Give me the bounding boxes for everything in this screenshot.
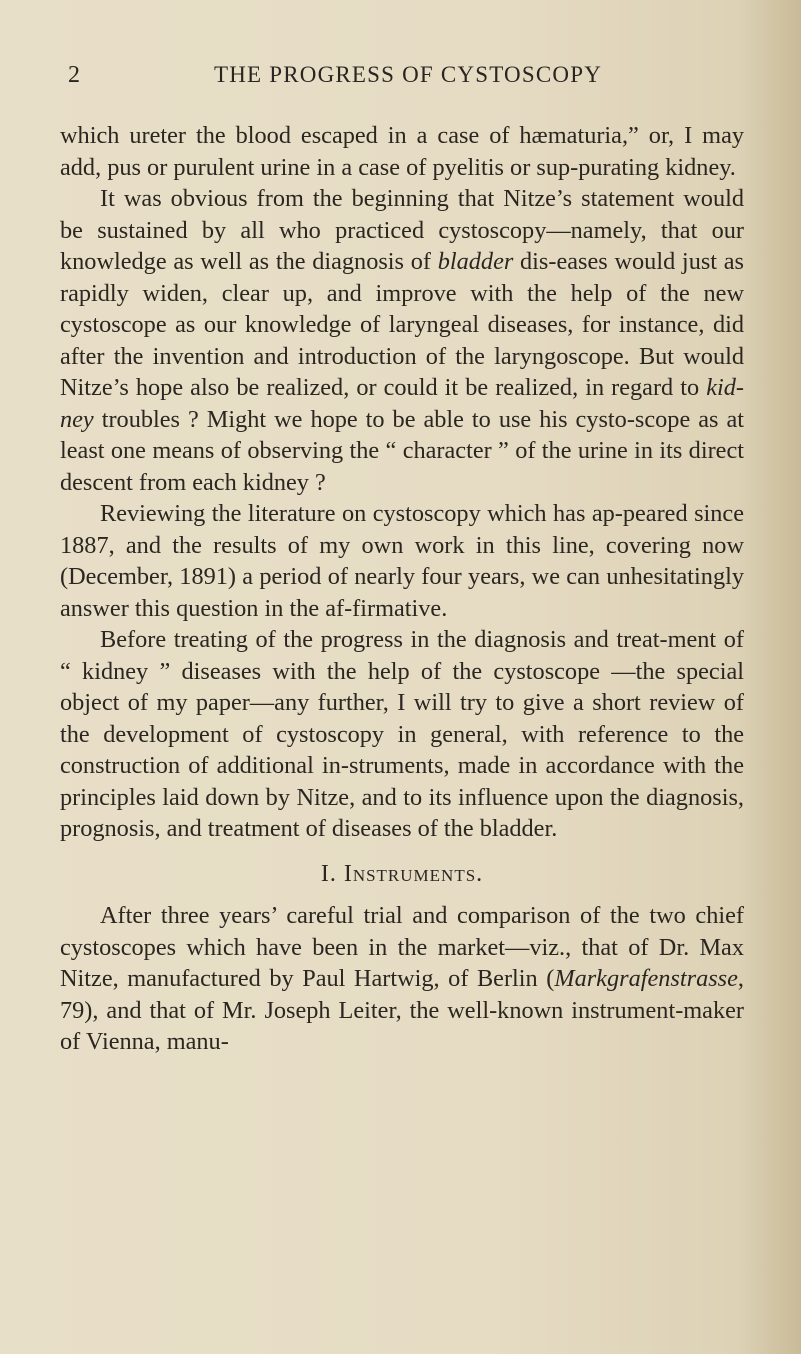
page-number: 2 — [68, 62, 80, 88]
running-title: THE PROGRESS OF CYSTOSCOPY — [213, 62, 602, 87]
text-run: dis-eases would just as rapidly widen, clear up, and improve with the help of the new cystoscope as our knowledge of laryngeal diseases, for instance, did after the invention and introduction of the laryngoscope. But would Nitze’s hope also be realized, or could it be realized, in regard to — [60, 248, 745, 401]
text-run: troubles ? Might we hope to be able to use his cysto-scope as at least one means of observing the “ character ” of the urine in its direct descent from each kidney ? — [60, 405, 744, 496]
section-heading: I. Instruments. — [320, 860, 484, 887]
paragraph-literature-review: Reviewing the literature on cystoscopy which has ap-peared since 1887, and the results of my own work in this line, covering now (December, 1891) a period of nearly four years, we can unhesitatingly answer this question in the af-firmative. — [60, 500, 744, 622]
text-run: , 79), and that of Mr. Joseph Leiter, the well-known instrument-maker of Vienna, manu- — [60, 965, 744, 1055]
paragraph-continued: which ureter the blood escaped in a case of hæmaturia,” or, I may add, pus or purulent urine in a case of pyelitis or sup-purating kidney. — [60, 122, 744, 181]
paragraph-instruments — [60, 900, 744, 1058]
italic-bladder: bladder — [437, 248, 514, 275]
text-run: After three years’ careful trial and comparison of the two chief cystoscopes which have been in the market—viz., that of Dr. Max Nitze, manufactured by Paul Hartwig, of Berlin ( — [60, 902, 744, 992]
italic-kidney: kid-ney — [60, 374, 744, 433]
paragraph-nitze-statement — [60, 183, 744, 498]
paragraph-before-treating: Before treating of the progress in the diagnosis and treat-ment of “ kidney ” diseases with the help of the cystoscope —the special object of my paper—any further, I will try to give a short review of the development of cystoscopy in general, with reference to the construction of additional in-struments, made in accordance with the principles laid down by Nitze, and to its influence upon the diagnosis, prognosis, and treatment of diseases of the bladder. — [60, 626, 744, 842]
italic-street-name: Markgrafenstrasse — [554, 965, 738, 992]
body-text — [60, 120, 744, 1058]
text-run: It was obvious from the beginning that Nitze’s statement would be sustained by all who practiced cystoscopy—namely, that our knowledge as well as the diagnosis of — [60, 185, 744, 275]
page-header — [68, 62, 748, 102]
